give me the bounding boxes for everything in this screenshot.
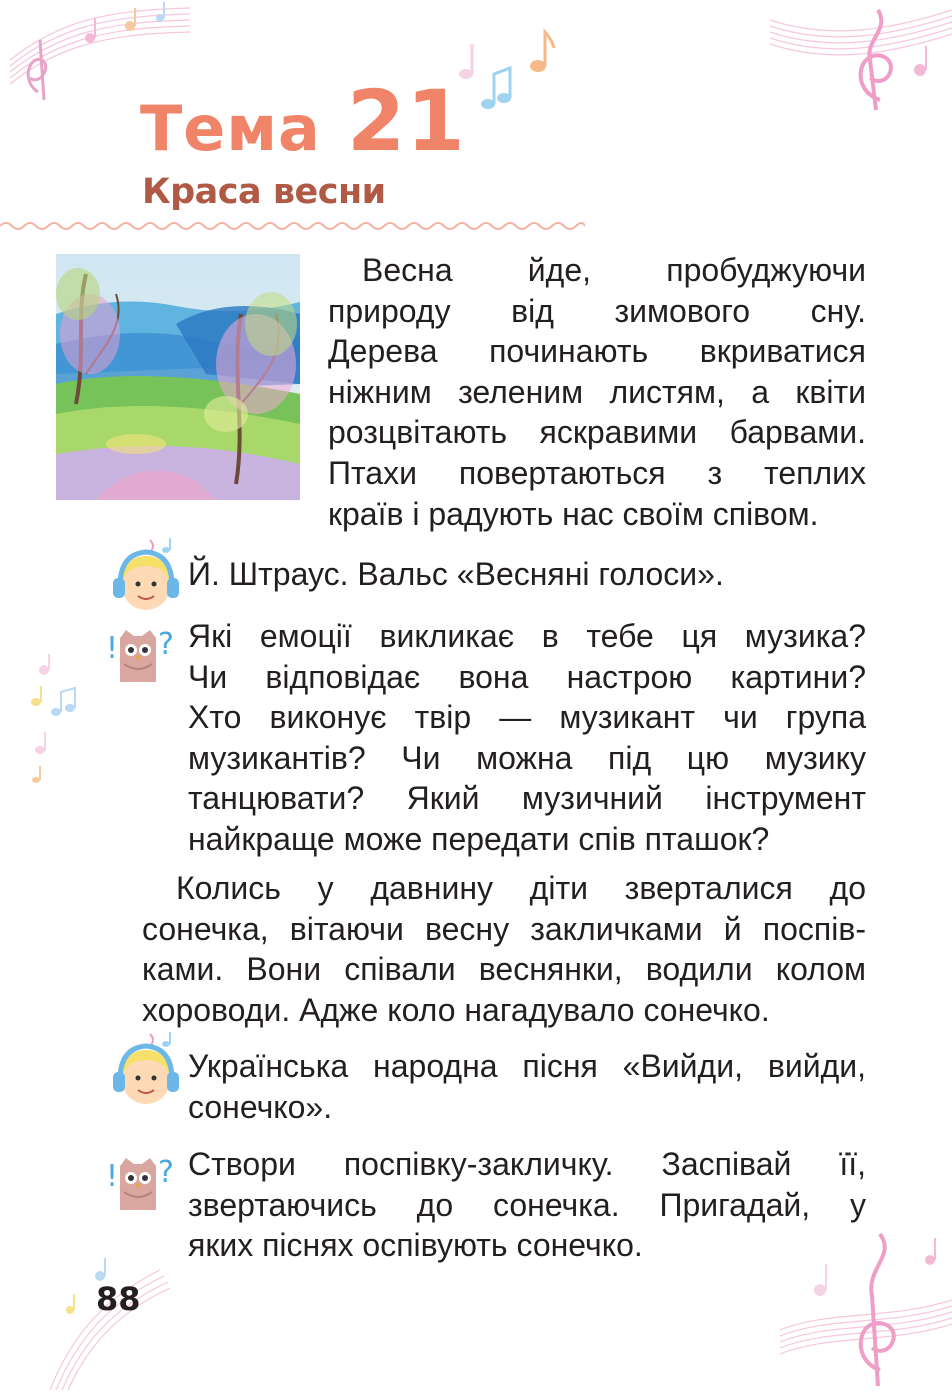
history-line: хороводи. Адже коло нагадувало сонечко. (142, 991, 770, 1028)
intro-line: розцвітають яскравими барвами. (328, 414, 866, 451)
history-line: сонечка, вітаючи весну закличками й поспів- (142, 910, 866, 947)
intro-line: ніжним зеленим листям, а квіти (328, 373, 866, 410)
intro-line: Птахи повертаються з теплих (328, 454, 866, 491)
treble-clef-decoration-top-right (770, 0, 952, 120)
questions-1 (188, 616, 866, 860)
question-line: Хто виконує твір — музикант чи група (188, 699, 866, 736)
intro-line: країв і радують нас своїм співом. (328, 495, 819, 532)
listening-line: Українська народна пісня «Вийди, вийди, (188, 1048, 866, 1084)
music-staff-decoration-bottom-left (40, 1250, 170, 1394)
question-line: звертаючись до сонечка. Пригадай, у (188, 1186, 866, 1223)
title-number: 21 (346, 72, 466, 170)
page-number: 88 (96, 1280, 141, 1318)
svg-text:?: ? (158, 1155, 174, 1190)
svg-text:!: ! (106, 1159, 119, 1194)
music-notes-left-margin (22, 650, 82, 800)
question-line: Чи відповідає вона настрою картини? (188, 658, 866, 695)
question-line: Які емоції викликає в тебе ця музика? (188, 618, 866, 654)
questions-2 (188, 1144, 866, 1266)
headphones-child-icon (110, 1030, 180, 1108)
history-line: Колись у давнину діти зверталися до (176, 870, 866, 906)
listening-line: сонечко». (188, 1088, 333, 1125)
headphones-child-icon (110, 536, 180, 614)
svg-text:!: ! (106, 631, 119, 666)
question-line: яких піснях оспівують сонечко. (188, 1227, 643, 1264)
listening-task-2 (188, 1046, 866, 1127)
title-word: Тема (140, 92, 321, 165)
question-line: музикантів? Чи можна під цю музику (188, 739, 866, 776)
intro-paragraph (328, 250, 866, 534)
intro-line: Весна йде, пробуджуючи (362, 252, 866, 288)
wavy-divider (0, 214, 585, 234)
page-subtitle: Краса весни (142, 172, 386, 212)
spring-landscape-painting (56, 254, 300, 500)
intro-line: Дерева починають вкриватися (328, 333, 866, 370)
svg-text:?: ? (158, 627, 174, 662)
history-paragraph (142, 868, 866, 1030)
owl-question-icon (104, 1148, 184, 1218)
owl-question-icon (104, 620, 184, 690)
question-line: Створи поспівку-закличку. Заспівай її, (188, 1146, 866, 1182)
page-title (140, 72, 466, 170)
intro-line: природу від зимового сну. (328, 292, 866, 329)
question-line: танцювати? Який музичний інструмент (188, 780, 866, 817)
history-line: ками. Вони співали веснянки, водили колом (142, 951, 866, 988)
question-line: найкраще може передати спів пташок? (188, 820, 770, 857)
listening-task-1: Й. Штраус. Вальс «Весняні голоси». (188, 556, 724, 592)
